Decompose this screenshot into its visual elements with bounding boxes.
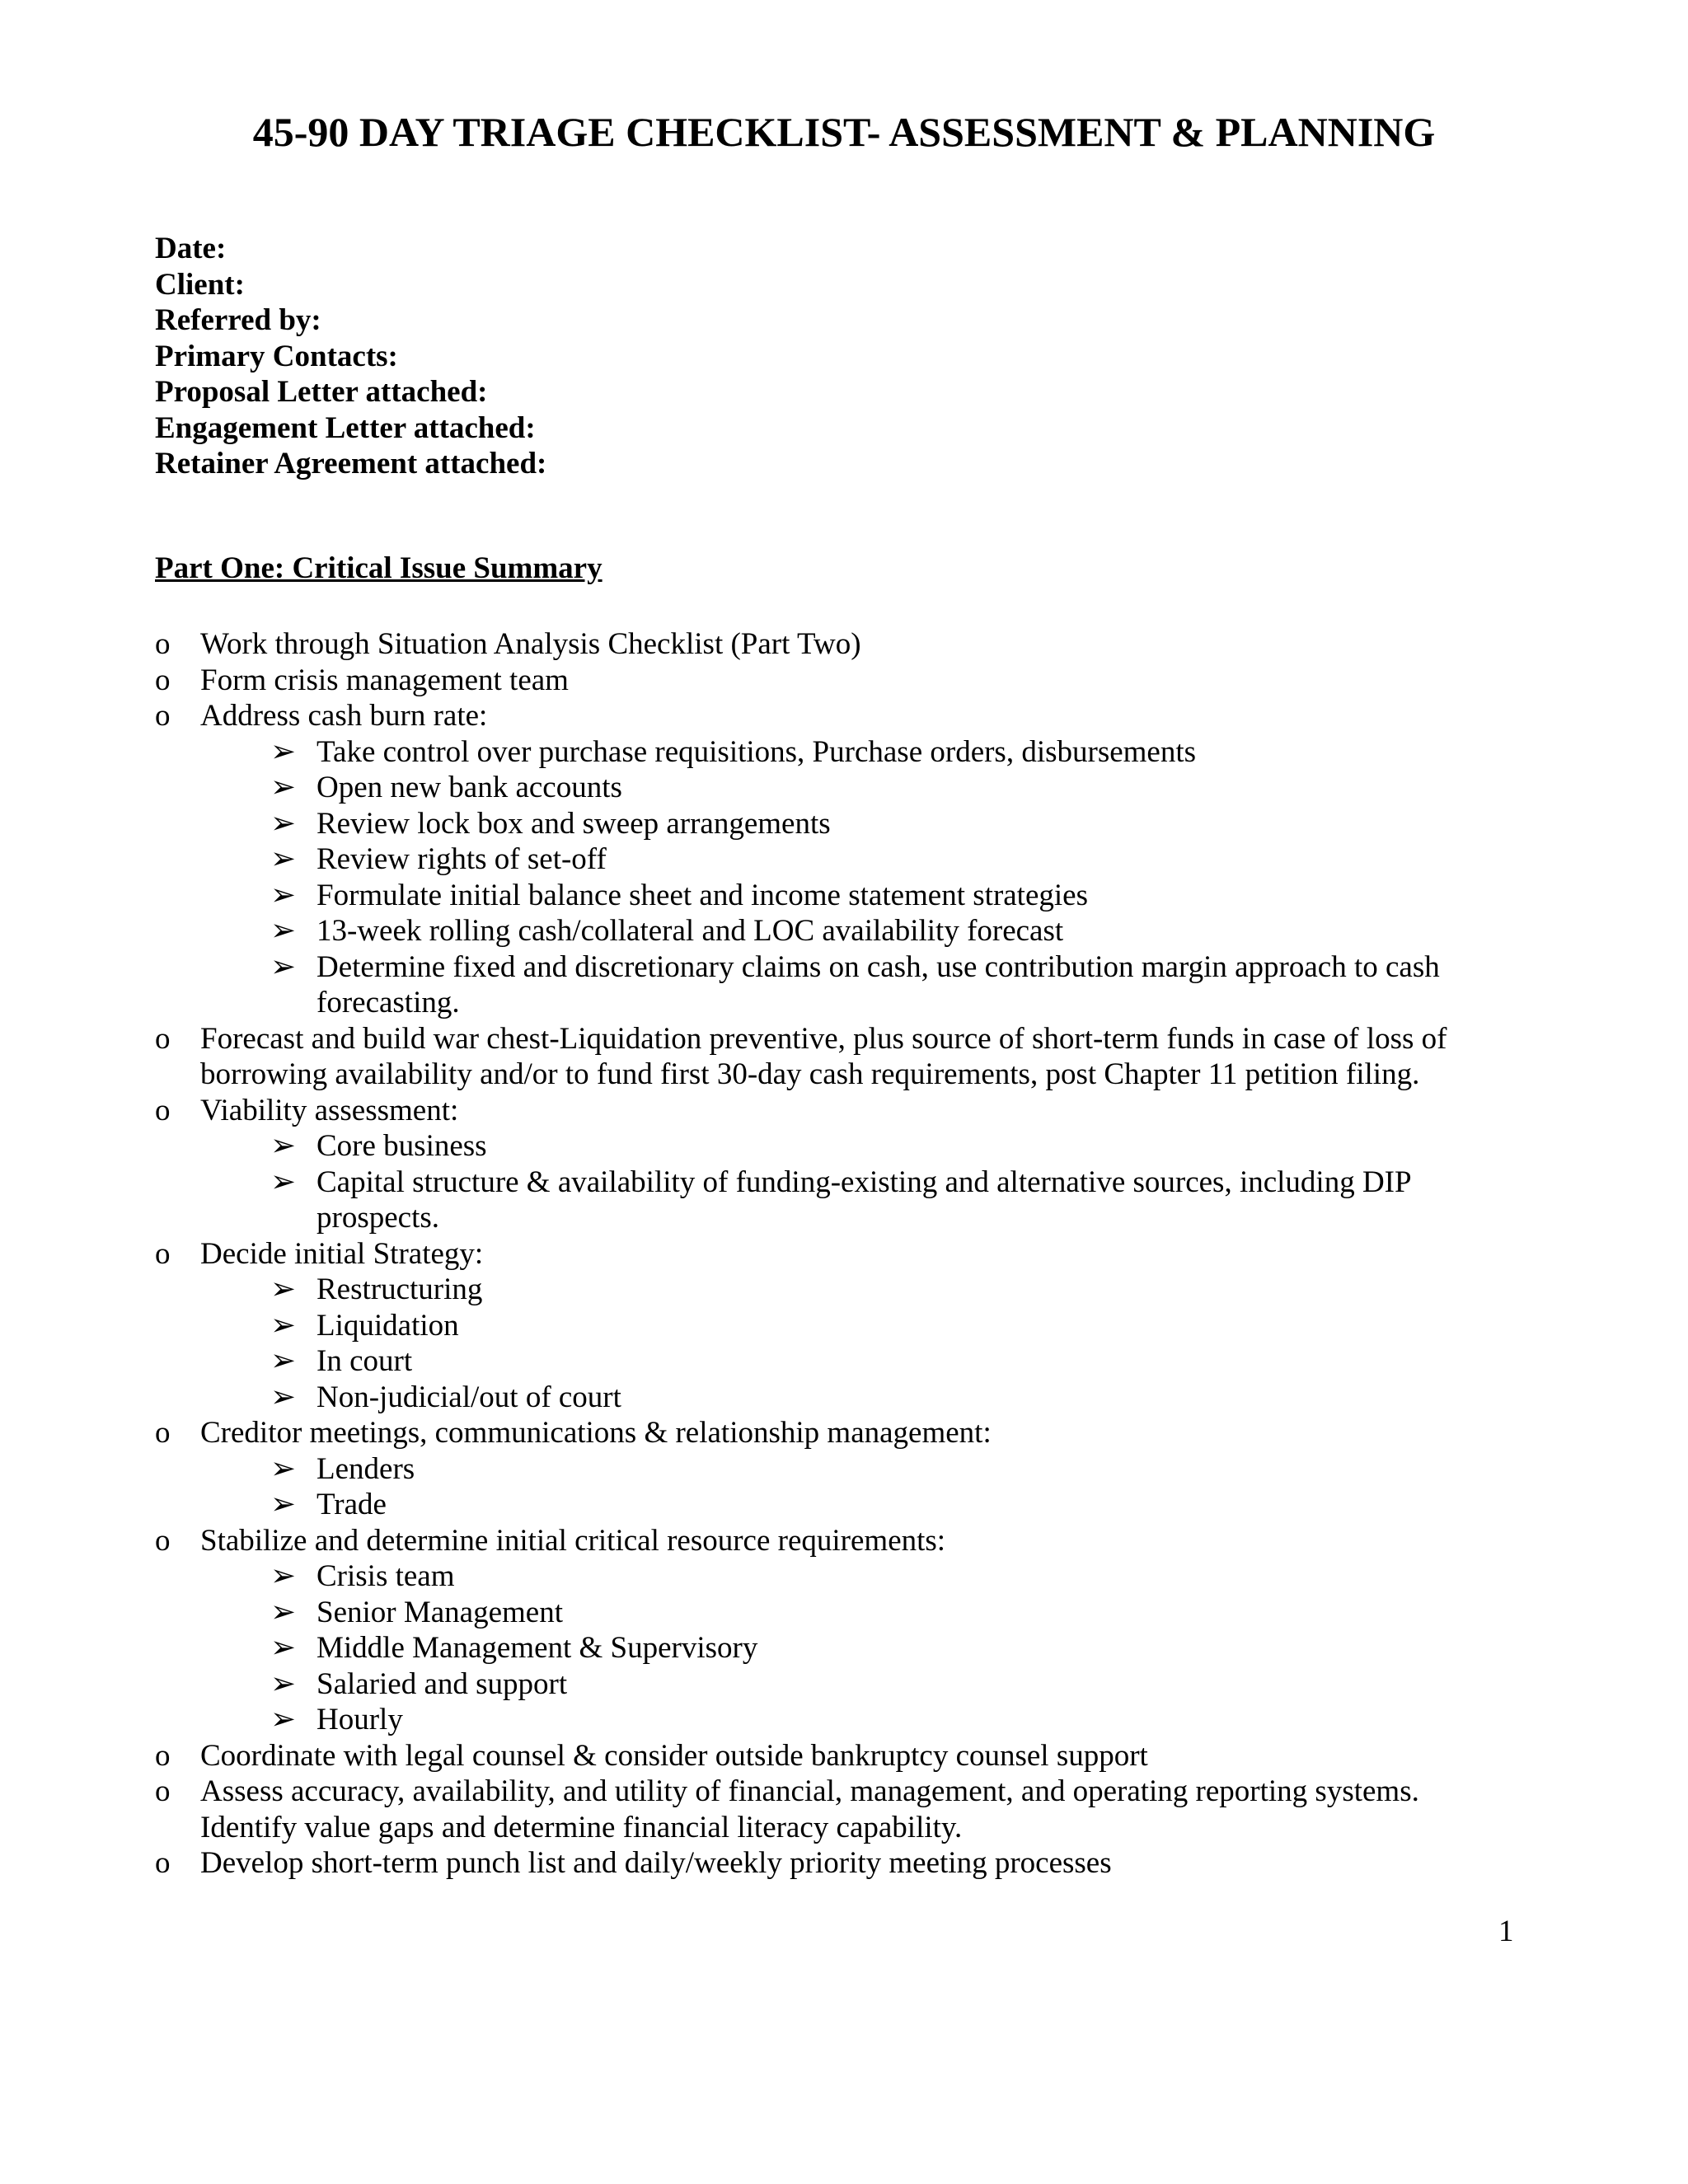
checklist-subitem-line [155,734,1523,771]
field-retainer-agreement: Retainer Agreement attached: [155,447,547,480]
field-date: Date: [155,232,227,265]
circle-bullet-icon: o [155,663,171,697]
arrow-bullet-icon: ➢ [270,771,297,804]
arrow-bullet-icon: ➢ [270,1595,297,1629]
checklist-subitem-line [155,1128,1523,1165]
checklist-subitem-line [155,1666,1523,1703]
checklist-item-line [155,1021,1523,1057]
checklist-subitem-text: Non-judicial/out of court [316,1380,621,1414]
arrow-bullet-icon: ➢ [270,734,297,769]
checklist-item-line [155,1774,1523,1810]
checklist-subitem-text: Liquidation [316,1308,459,1343]
checklist-subitem-text: Middle Management & Supervisory [316,1631,758,1665]
checklist-subitem-line [155,1200,1523,1236]
field-proposal-letter: Proposal Letter attached: [155,375,488,409]
checklist-subitem-text: Crisis team [316,1559,455,1593]
arrow-bullet-icon: ➢ [270,1344,297,1378]
checklist-item-line [155,1236,1523,1272]
checklist-subitem-text: Review lock box and sweep arrangements [316,806,831,841]
arrow-bullet-icon: ➢ [270,949,297,984]
arrow-bullet-icon: ➢ [270,1380,297,1414]
checklist-item-line [155,1093,1523,1129]
checklist-subitem-text: Core business [316,1129,487,1163]
checklist-item-line [155,1523,1523,1559]
checklist-subitem-text: Salaried and support [316,1666,568,1701]
checklist-item-line [155,626,1523,663]
field-client: Client: [155,267,245,302]
arrow-bullet-icon: ➢ [270,1165,297,1199]
circle-bullet-icon: o [155,1416,171,1450]
arrow-bullet-icon: ➢ [270,1451,297,1486]
checklist-item-line [155,1810,1523,1846]
checklist-subitem-line [155,1380,1523,1416]
circle-bullet-icon: o [155,1738,171,1773]
checklist-item-line [155,1845,1523,1882]
checklist-subitem-text: Review rights of set-off [316,842,607,876]
checklist-subitem-line [155,1595,1523,1631]
checklist-item-text: Coordinate with legal counsel & consider outside bankruptcy counsel support [200,1738,1148,1773]
checklist-item-text: Develop short-term punch list and daily/weekly priority meeting processes [200,1846,1112,1880]
checklist-item-line [155,663,1523,699]
checklist-subitem-line [155,1343,1523,1380]
circle-bullet-icon: o [155,1236,171,1271]
arrow-bullet-icon: ➢ [270,878,297,912]
checklist-subitem-text: Open new bank accounts [316,771,622,804]
checklist-subitem-line [155,913,1523,949]
checklist-subitem-line [155,949,1523,986]
checklist-subitem-line [155,878,1523,914]
arrow-bullet-icon: ➢ [270,1559,297,1593]
arrow-bullet-icon: ➢ [270,1666,297,1701]
checklist-subitem-text: 13-week rolling cash/collateral and LOC availability forecast [316,914,1064,948]
checklist-subitem-line [155,841,1523,878]
arrow-bullet-icon: ➢ [270,806,297,841]
arrow-bullet-icon: ➢ [270,1272,297,1306]
checklist-subitem-line [155,1451,1523,1488]
arrow-bullet-icon: ➢ [270,1129,297,1163]
checklist-subitem-line [155,770,1523,806]
checklist-item-line [155,1415,1523,1451]
field-engagement-letter: Engagement Letter attached: [155,410,536,445]
checklist-subitem-line [155,1702,1523,1738]
checklist-subitem-text: Senior Management [316,1595,563,1629]
checklist-item-text: Assess accuracy, availability, and utility of financial, management, and operating reporting systems. [200,1774,1419,1808]
circle-bullet-icon: o [155,1021,171,1056]
checklist-subitem-line [155,1630,1523,1666]
circle-bullet-icon: o [155,627,171,661]
page-number: 1 [1498,1915,1514,1948]
checklist-subitem-text: Formulate initial balance sheet and income statement strategies [316,878,1088,912]
checklist-item-text: Work through Situation Analysis Checklist (Part Two) [200,627,861,661]
checklist-subitem-text: In court [316,1344,413,1378]
checklist-subitem-text: Capital structure & availability of funding-existing and alternative sources, including DIP [316,1165,1412,1199]
checklist-subitem-line [155,1308,1523,1344]
checklist-subitem-text: Hourly [316,1703,403,1736]
checklist-item-text: Stabilize and determine initial critical resource requirements: [200,1523,946,1558]
document-title: 45-90 DAY TRIAGE CHECKLIST- ASSESSMENT & PLANNING [252,109,1436,155]
arrow-bullet-icon: ➢ [270,1703,297,1736]
circle-bullet-icon: o [155,1093,171,1127]
checklist-item-line [155,1738,1523,1774]
checklist-item-line [155,1057,1523,1093]
checklist-subitem-line [155,806,1523,842]
checklist-subitem-text: forecasting. [316,986,460,1019]
checklist-subitem-line [155,1487,1523,1523]
circle-bullet-icon: o [155,699,171,733]
checklist-item-text: Decide initial Strategy: [200,1236,484,1271]
field-referred-by: Referred by: [155,303,321,337]
arrow-bullet-icon: ➢ [270,914,297,948]
checklist-subitem-text: Determine fixed and discretionary claims on cash, use contribution margin approach to cash [316,949,1440,984]
field-primary-contacts: Primary Contacts: [155,339,398,373]
checklist-item-text: Forecast and build war chest-Liquidation preventive, plus source of short-term funds in case of loss of [200,1021,1447,1056]
checklist-item-text: borrowing availability and/or to fund first 30-day cash requirements, post Chapter 11 petition filing. [200,1057,1420,1091]
arrow-bullet-icon: ➢ [270,842,297,876]
circle-bullet-icon: o [155,1774,171,1808]
header-fields [155,231,546,482]
section-heading: Part One: Critical Issue Summary [155,551,603,585]
checklist-subitem-text: Lenders [316,1451,415,1486]
checklist-subitem-text: Trade [316,1488,387,1521]
checklist-subitem-text: prospects. [316,1201,439,1235]
circle-bullet-icon: o [155,1523,171,1558]
checklist-item-line [155,698,1523,734]
arrow-bullet-icon: ➢ [270,1308,297,1343]
checklist-item-text: Form crisis management team [200,663,569,697]
circle-bullet-icon: o [155,1846,171,1880]
checklist-subitem-line [155,1272,1523,1308]
checklist-item-text: Address cash burn rate: [200,699,488,733]
checklist-subitem-line [155,1165,1523,1201]
checklist-subitem-text: Take control over purchase requisitions, Purchase orders, disbursements [316,734,1197,769]
arrow-bullet-icon: ➢ [270,1488,297,1521]
checklist-item-text: Creditor meetings, communications & relationship management: [200,1416,992,1450]
checklist-subitem-line [155,985,1523,1021]
checklist-subitem-text: Restructuring [316,1272,483,1306]
checklist-subitem-line [155,1558,1523,1595]
checklist-item-text: Identify value gaps and determine financial literacy capability. [200,1810,963,1844]
checklist-item-text: Viability assessment: [200,1093,459,1127]
arrow-bullet-icon: ➢ [270,1631,297,1665]
checklist [155,626,1523,1882]
